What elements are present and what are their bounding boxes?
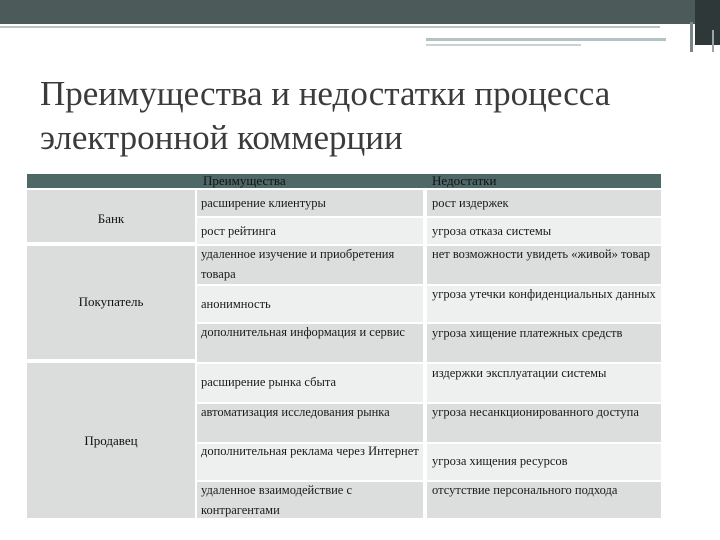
advantage-cell: автоматизация исследования рынка [201, 405, 390, 419]
actor-seller [27, 363, 195, 518]
actor-bank [27, 190, 195, 242]
slide-title: Преимущества и недостатки процесса электронной коммерции [40, 74, 611, 157]
decorative-vertical-line [690, 22, 693, 52]
disadvantage-cell: рост издержек [432, 196, 509, 210]
decorative-vertical-line-secondary [712, 30, 714, 52]
advantage-cell: дополнительная информация и сервис [201, 325, 405, 339]
header-advantages: Преимущества [203, 173, 286, 188]
decorative-bar [426, 38, 666, 41]
disadvantage-cell: нет возможности увидеть «живой» товар [432, 247, 651, 261]
advantage-cell: удаленное изучение и приобретения товара [201, 247, 395, 281]
disadvantage-cell: отсутствие персонального подхода [432, 483, 618, 497]
actor-label: Продавец [84, 433, 138, 448]
advantage-cell: удаленное взаимодействие с контрагентами [201, 483, 353, 517]
advantage-cell: рост рейтинга [201, 224, 276, 238]
table-header-bar [27, 174, 661, 188]
advantage-cell: дополнительная реклама через Интернет [201, 444, 419, 458]
actor-buyer [27, 246, 195, 359]
slide-top-corner [695, 0, 720, 45]
decorative-line [0, 26, 660, 28]
header-disadvantages: Недостатки [432, 173, 497, 188]
disadvantage-cell: угроза утечки конфиденциальных данных [432, 287, 656, 301]
advantage-cell: расширение клиентуры [201, 196, 326, 210]
disadvantage-cell: угроза хищение платежных средств [432, 326, 623, 340]
advantage-cell: расширение рынка сбыта [201, 375, 337, 389]
advantage-cell: анонимность [201, 297, 271, 311]
actor-label: Банк [97, 211, 125, 226]
slide-top-bar [0, 0, 720, 24]
actor-label: Покупатель [78, 294, 144, 309]
disadvantage-cell: угроза несанкционированного доступа [432, 405, 639, 419]
decorative-bar-secondary [426, 44, 581, 46]
disadvantage-cell: угроза отказа системы [432, 224, 552, 238]
disadvantage-cell: угроза хищения ресурсов [432, 454, 568, 468]
disadvantage-cell: издержки эксплуатации системы [432, 366, 607, 380]
